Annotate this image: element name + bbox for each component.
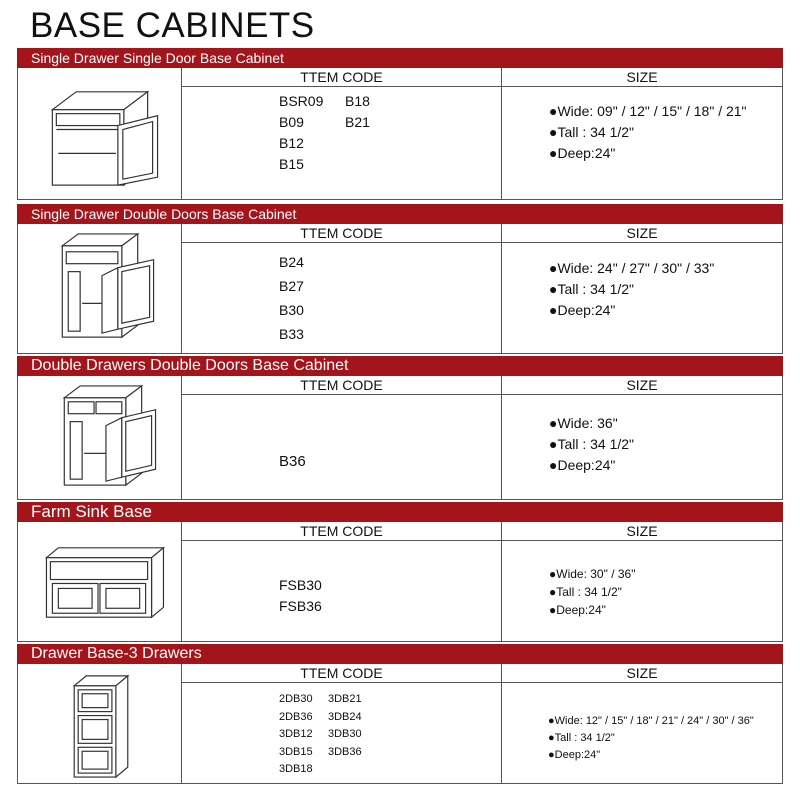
size-header: SIZE <box>502 68 782 87</box>
item-code: B36 <box>279 453 306 470</box>
item-code: 3DB36 <box>328 745 362 758</box>
cabinet-image <box>18 376 182 499</box>
size-tall: ●Tall : 34 1/2" <box>549 281 635 297</box>
section-header: Single Drawer Double Doors Base Cabinet <box>17 204 783 224</box>
code-list <box>279 575 322 617</box>
cabinet-single-door-icon <box>18 68 182 199</box>
size-header: SIZE <box>502 522 782 541</box>
item-code: B24 <box>279 254 304 270</box>
cabinet-image <box>18 664 182 783</box>
item-code: B18 <box>345 93 370 109</box>
item-code-header: TTEM CODE <box>182 664 502 683</box>
section-single-drawer-single-door <box>17 48 783 200</box>
section-header: Drawer Base-3 Drawers <box>17 644 783 664</box>
section-header: Double Drawers Double Doors Base Cabinet <box>17 356 783 376</box>
item-code: B12 <box>279 135 304 151</box>
size-list <box>548 713 754 764</box>
size-wide: ●Wide: 30" / 36" <box>549 567 636 581</box>
item-code: FSB36 <box>279 598 322 614</box>
cabinet-image <box>18 522 182 641</box>
code-list <box>279 451 306 472</box>
item-code: B09 <box>279 114 304 130</box>
section-drawer-base-3-drawers <box>17 644 783 784</box>
code-list <box>279 691 313 779</box>
size-deep: ●Deep:24" <box>548 749 601 761</box>
section-header: Farm Sink Base <box>17 502 783 522</box>
item-code: 2DB36 <box>279 710 313 723</box>
item-code: 3DB18 <box>279 763 313 775</box>
size-list <box>549 258 714 321</box>
size-deep: ●Deep:24" <box>549 603 606 617</box>
size-wide: ●Wide: 24" / 27" / 30" / 33" <box>549 260 715 276</box>
code-list <box>279 91 323 175</box>
size-wide: ●Wide: 09" / 12" / 15" / 18" / 21" <box>549 103 747 119</box>
item-code: 3DB24 <box>328 710 362 723</box>
item-code: 3DB30 <box>328 728 362 740</box>
code-list <box>279 250 304 346</box>
size-list <box>549 101 747 164</box>
item-code: B27 <box>279 278 304 294</box>
size-deep: ●Deep:24" <box>549 145 616 161</box>
code-list <box>345 91 370 133</box>
cabinet-image <box>18 224 182 353</box>
size-deep: ●Deep:24" <box>549 302 616 318</box>
section-double-drawers-double-doors <box>17 356 783 500</box>
item-code: B15 <box>279 156 304 172</box>
size-wide: ●Wide: 12" / 15" / 18" / 21" / 24" / 30" / 36" <box>548 715 754 727</box>
section-farm-sink-base <box>17 502 783 642</box>
item-code: BSR09 <box>279 93 324 109</box>
size-list <box>549 565 635 619</box>
page-title: BASE CABINETS <box>30 6 315 45</box>
item-code: B33 <box>279 326 304 342</box>
farm-sink-base-icon <box>18 522 182 641</box>
drawer-base-icon <box>18 664 182 783</box>
item-code: FSB30 <box>279 577 322 593</box>
section-header: Single Drawer Single Door Base Cabinet <box>17 48 783 68</box>
size-tall: ●Tall : 34 1/2" <box>549 585 622 599</box>
item-code-header: TTEM CODE <box>182 224 502 243</box>
size-header: SIZE <box>502 376 782 395</box>
size-header: SIZE <box>502 664 782 683</box>
section-single-drawer-double-doors <box>17 204 783 354</box>
size-header: SIZE <box>502 224 782 243</box>
item-code: 3DB21 <box>328 693 362 705</box>
code-list <box>328 691 362 761</box>
item-code-header: TTEM CODE <box>182 522 502 541</box>
size-tall: ●Tall : 34 1/2" <box>548 732 615 744</box>
item-code: B21 <box>345 114 370 130</box>
item-code: 3DB12 <box>279 728 313 740</box>
size-tall: ●Tall : 34 1/2" <box>549 124 635 140</box>
item-code: 3DB15 <box>279 745 313 758</box>
size-list <box>549 413 634 476</box>
item-code: B30 <box>279 302 304 318</box>
item-code-header: TTEM CODE <box>182 376 502 395</box>
cabinet-double-doors-icon <box>18 224 182 353</box>
item-code-header: TTEM CODE <box>182 68 502 87</box>
size-tall: ●Tall : 34 1/2" <box>549 436 635 452</box>
item-code: 2DB30 <box>279 693 313 705</box>
cabinet-image <box>18 68 182 199</box>
size-deep: ●Deep:24" <box>549 457 616 473</box>
cabinet-double-drawers-icon <box>18 376 182 499</box>
size-wide: ●Wide: 36" <box>549 415 618 431</box>
